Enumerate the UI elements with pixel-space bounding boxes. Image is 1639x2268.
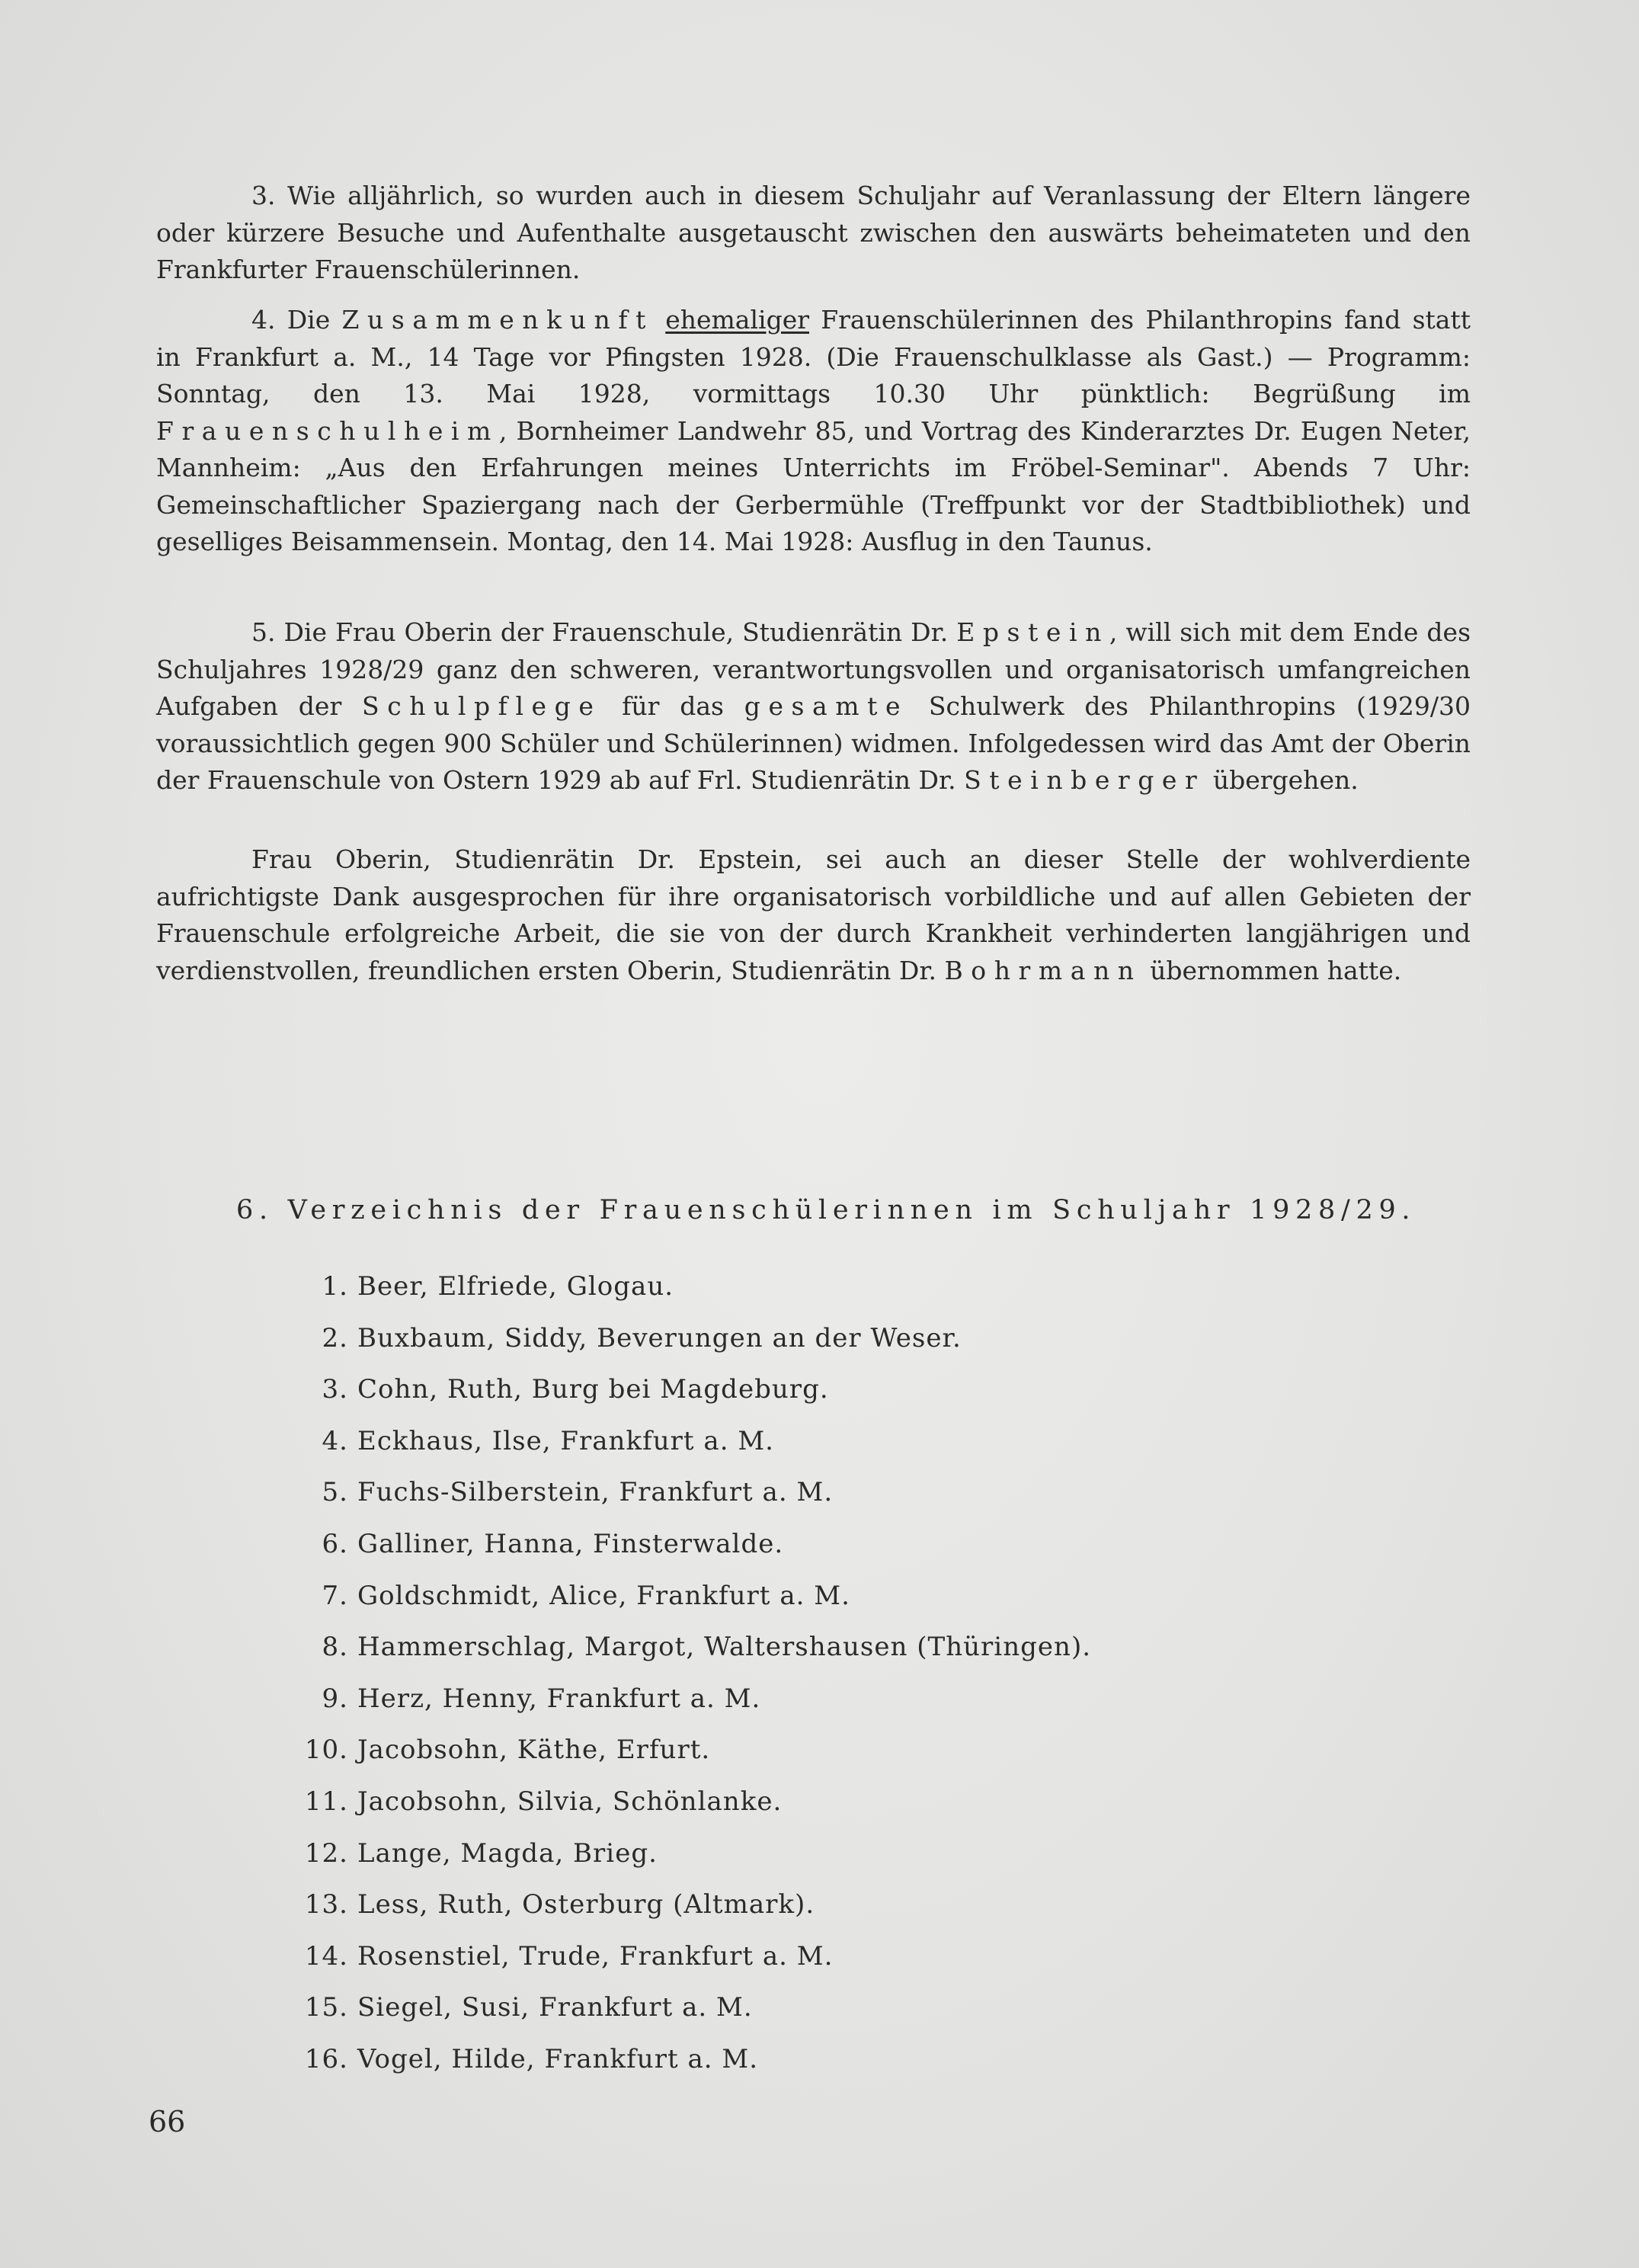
list-item-name: Goldschmidt, Alice, Frankfurt a. M. [357,1580,850,1611]
list-item [301,2034,1091,2086]
paragraph-6-text-start: Frau Oberin, Studienrätin Dr. Epstein, sei auch an dieser Stelle der wohlverdiente aufrichtigste Dank ausgesprochen für ihre organisatorisch vorbildliche und auf allen Gebieten der Frauenschule erfolgreiche Arbeit, die sie von der durch Krankheit verhinderten langjährigen und verdienstvollen, freundlichen ersten Oberin, Studienrätin Dr. [156,844,1471,985]
list-item [301,1879,1091,1931]
paragraph-5-spaced-word-schulpflege: Schulpflege [362,691,602,721]
paragraph-5-text-1: , will sich mit dem Ende des Schuljahres 1928/29 ganz den schweren, verantwortungsvollen und organisatorisch umfangreichen Aufgaben der [156,617,1471,721]
list-item [301,1416,1091,1468]
list-item-name: Jacobsohn, Käthe, Erfurt. [357,1735,711,1766]
list-item-number: 5. [322,1477,348,1508]
list-item-name: Lange, Magda, Brieg. [357,1837,658,1869]
paragraph-5-text-2: für das [601,691,744,721]
paragraph-4-text-end: , Bornheimer Landwehr 85, und Vortrag des Kinderarztes Dr. Eugen Neter, Mannheim: „Aus den Erfahrungen meines Unterrichts im Fröbel-Seminar". Abends 7 Uhr: Gemeinschaftlicher Spaziergang nach der Gerbermühle (Treffpunkt vor der Stadtbibliothek) und geselliges Beisammensein. Montag, den 14. Mai 1928: Ausflug in den Taunus. [156,415,1471,556]
paragraph-5-spaced-word-gesamte: gesamte [744,691,909,721]
list-item [301,1519,1091,1571]
paragraph-4-text-middle: Frauenschülerinnen des Philanthropins fand statt in Frankfurt a. M., 14 Tage vor Pfingsten 1928. (Die Frauenschulklasse als Gast.) — Programm: Sonntag, den 13. Mai 1928, vormittags 10.30 Uhr pünktlich: Begrüßung im [156,305,1471,408]
list-item [301,1828,1091,1880]
list-item-number: 8. [322,1632,348,1663]
list-item [301,1931,1091,1983]
paragraph-4-space [654,305,665,335]
list-item [301,1313,1091,1365]
list-item [301,1982,1091,2034]
paragraph-5 [156,614,1471,799]
paragraph-5-text-start: 5. Die Frau Oberin der Frauenschule, Studienrätin Dr. [251,617,957,647]
paragraph-4-spaced-word: Zusammenkunft [341,305,654,335]
list-item [301,1622,1091,1674]
list-item-name: Hammerschlag, Margot, Waltershausen (Thüringen). [357,1632,1092,1663]
list-item-name: Fuchs-Silberstein, Frankfurt a. M. [357,1477,834,1508]
paragraph-5-text-3: Schulwerk des Philanthropins (1929/30 voraussichtlich gegen 900 Schüler und Schülerinnen) widmen. Infolgedessen wird das Amt der Oberin der Frauenschule von Ostern 1929 ab auf Frl. Studienrätin Dr. [156,691,1471,795]
list-item [301,1725,1091,1776]
list-item [301,1776,1091,1828]
list-item [301,1467,1091,1519]
list-item-number: 3. [322,1374,348,1405]
student-list-heading: 6. Verzeichnis der Frauenschülerinnen im Schuljahr 1928/29. [236,1195,1417,1225]
list-item-number: 4. [322,1425,348,1456]
list-item-name: Galliner, Hanna, Finsterwalde. [357,1528,784,1559]
paragraph-6-text-end: übernommen hatte. [1141,955,1402,985]
list-item-name: Buxbaum, Siddy, Beverungen an der Weser. [357,1322,962,1353]
paragraph-6-spaced-name-bohrmann: Bohrmann [944,955,1142,985]
paragraph-3-text: 3. Wie alljährlich, so wurden auch in diesem Schuljahr auf Veranlassung der Eltern längere oder kürzere Besuche und Aufenthalte ausgetauscht zwischen den auswärts beheimateten und den Frankfurter Frauenschülerinnen. [156,181,1471,284]
paragraph-3 [156,178,1471,289]
list-item-number: 9. [322,1683,348,1714]
list-item-number: 2. [322,1322,348,1353]
list-item-number: 16. [304,2043,348,2074]
paragraph-5-spaced-name-steinberger: Steinberger [964,765,1205,795]
list-item [301,1571,1091,1623]
list-item-name: Eckhaus, Ilse, Frankfurt a. M. [357,1425,775,1456]
paragraph-4-text-start: 4. Die [251,305,342,335]
list-item-number: 14. [304,1940,348,1972]
list-item [301,1364,1091,1416]
paragraph-6 [156,841,1471,989]
list-item-number: 13. [304,1889,348,1920]
list-item-number: 15. [304,1992,348,2023]
paragraph-4-spaced-word-2: Frauenschulheim [156,415,499,446]
list-item-number: 7. [322,1580,348,1611]
list-item-number: 6. [322,1528,348,1559]
paragraph-4-underlined-word: ehemaliger [665,305,810,335]
page-number: 66 [149,2105,186,2138]
list-item-name: Beer, Elfriede, Glogau. [357,1271,674,1302]
list-item-name: Herz, Henny, Frankfurt a. M. [357,1683,761,1714]
list-item [301,1674,1091,1725]
list-item-number: 12. [304,1837,348,1869]
list-item-name: Less, Ruth, Osterburg (Altmark). [357,1889,815,1920]
list-item-name: Vogel, Hilde, Frankfurt a. M. [357,2043,759,2074]
student-list [301,1261,1091,2086]
paragraph-5-spaced-name-epstein: Epstein [956,617,1109,647]
paragraph-5-text-end: übergehen. [1205,765,1359,795]
list-item-number: 11. [304,1786,348,1817]
list-item-name: Siegel, Susi, Frankfurt a. M. [357,1992,753,2023]
list-item-name: Rosenstiel, Trude, Frankfurt a. M. [357,1940,834,1972]
list-item-number: 10. [304,1735,348,1766]
list-item-name: Jacobsohn, Silvia, Schönlanke. [357,1786,783,1817]
paragraph-4 [156,302,1471,561]
list-item-number: 1. [322,1271,348,1302]
list-item-name: Cohn, Ruth, Burg bei Magdeburg. [357,1374,829,1405]
list-item [301,1261,1091,1313]
